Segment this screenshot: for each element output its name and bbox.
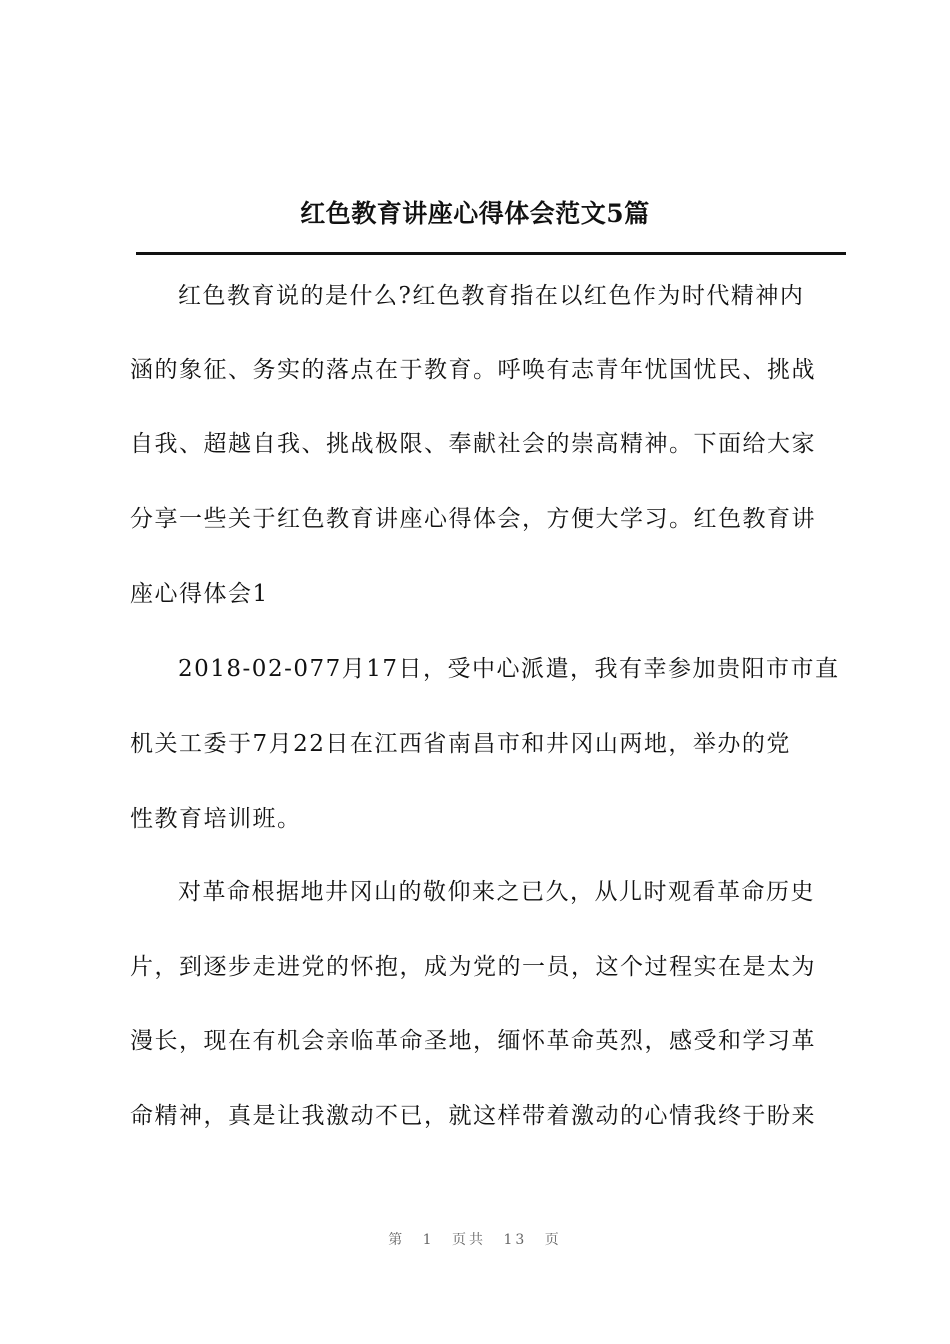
paragraph-line: 红色教育说的是什么?红色教育指在以红色作为时代精神内	[178, 283, 805, 309]
paragraph-line: 机关工委于7月22日在江西省南昌市和井冈山两地，举办的党	[130, 731, 791, 757]
paragraph-line: 对革命根据地井冈山的敬仰来之已久，从儿时观看革命历史	[178, 879, 815, 905]
paragraph-line: 2018-02-077月17日，受中心派遣，我有幸参加贵阳市市直	[178, 656, 840, 682]
paragraph-line: 性教育培训班。	[130, 806, 302, 832]
paragraph-line: 命精神，真是让我激动不已，就这样带着激动的心情我终于盼来	[130, 1103, 816, 1129]
paragraph-line: 自我、超越自我、挑战极限、奉献社会的崇高精神。下面给大家	[130, 431, 816, 457]
title-underline	[136, 252, 846, 255]
paragraph-line: 涵的象征、务实的落点在于教育。呼唤有志青年忧国忧民、挑战	[130, 357, 816, 383]
document-title: 红色教育讲座心得体会范文5篇	[300, 199, 650, 228]
paragraph-line: 分享一些关于红色教育讲座心得体会，方便大学习。红色教育讲	[130, 506, 816, 532]
paragraph-line: 漫长，现在有机会亲临革命圣地，缅怀革命英烈，感受和学习革	[130, 1028, 816, 1054]
paragraph-line: 座心得体会1	[130, 581, 269, 607]
paragraph-line: 片，到逐步走进党的怀抱，成为党的一员，这个过程实在是太为	[130, 954, 816, 980]
page-number-footer: 第 1 页共 13 页	[388, 1232, 562, 1248]
